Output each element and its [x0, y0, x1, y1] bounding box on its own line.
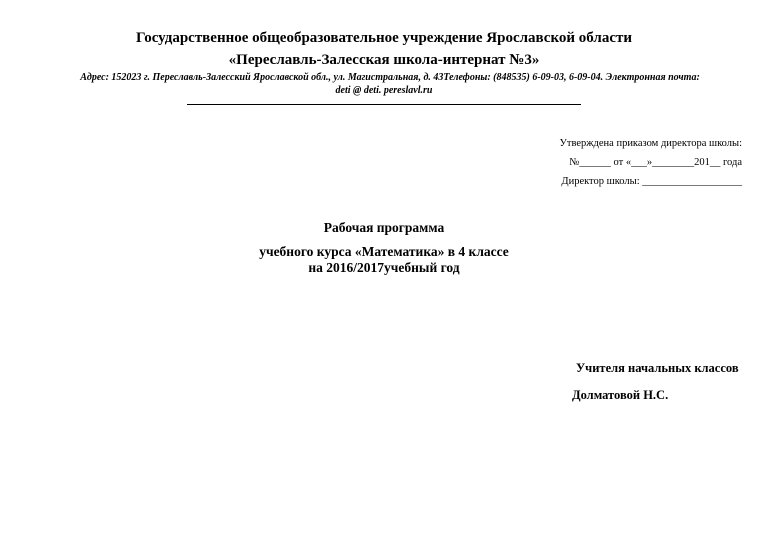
address-line: Адрес: 152023 г. Переславль-Залесский Ярославской обл., ул. Магистральная, д. 43Телефоны: (848535) 6-09-03, 6-09-04. Электронная почта:	[80, 72, 700, 83]
document-title: Рабочая программа	[323, 220, 445, 235]
teacher-name: Долматовой Н.С.	[572, 388, 669, 402]
school-name: «Переславль-Залесская школа-интернат №3»	[228, 52, 540, 68]
academic-year: на 2016/2017учебный год	[308, 260, 460, 275]
course-subtitle: учебного курса «Математика» в 4 классе	[259, 244, 509, 259]
approval-number-line: №______ от «___»________201__ года	[569, 157, 742, 168]
teacher-position: Учителя начальных классов	[576, 361, 739, 375]
email-address: deti @ deti. pereslavl.ru	[335, 85, 433, 96]
approval-order-line: Утверждена приказом директора школы:	[559, 138, 742, 149]
director-signature-line: Директор школы: ___________________	[561, 176, 742, 187]
institution-name: Государственное общеобразовательное учреждение Ярославской области	[135, 30, 633, 46]
header-divider	[187, 104, 581, 105]
